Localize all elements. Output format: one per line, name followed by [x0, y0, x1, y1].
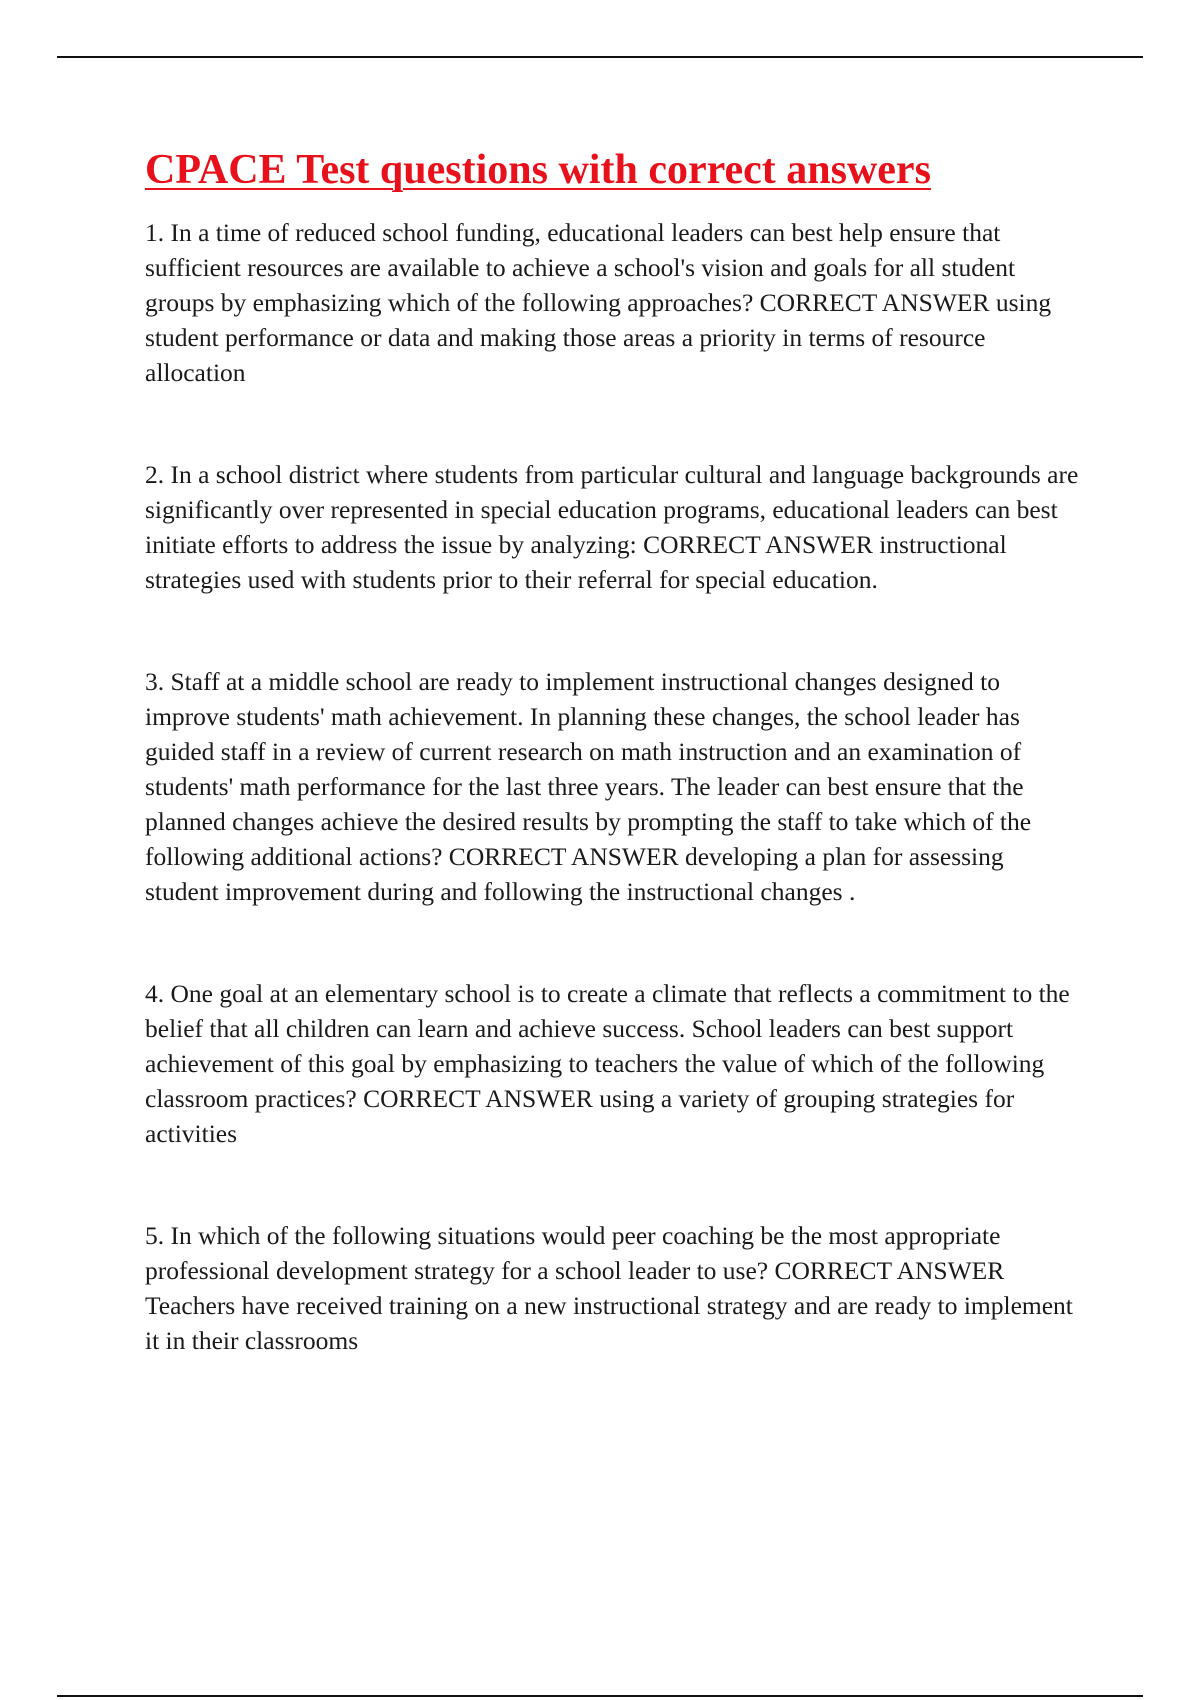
question-item: 5. In which of the following situations would peer coaching be the most appropriate professional development strategy for a school leader to use? CORRECT ANSWER Teachers have received training on a new instructional strategy and are ready to implement it in their classrooms: [145, 1221, 1073, 1355]
bottom-divider: [57, 1695, 1143, 1697]
top-divider: [57, 56, 1143, 58]
document-title: CPACE Test questions with correct answers: [145, 147, 931, 193]
question-item: 3. Staff at a middle school are ready to implement instructional changes designed to improve students' math achievement. In planning these changes, the school leader has guided staff in a review of current research on math instruction and an examination of students' math performance for the last three years. The leader can best ensure that the planned changes achieve the desired results by prompting the staff to take which of the following additional actions? CORRECT ANSWER developing a plan for assessing student improvement during and following the instructional changes .: [145, 667, 1032, 906]
question-item: 1. In a time of reduced school funding, educational leaders can best help ensure that sufficient resources are available to achieve a school's vision and goals for all student groups by emphasizing which of the following approaches? CORRECT ANSWER using student performance or data and making those areas a priority in terms of resource allocation: [145, 218, 1052, 387]
question-item: 2. In a school district where students from particular cultural and language backgrounds are significantly over represented in special education programs, educational leaders can best initiate efforts to address the issue by analyzing: CORRECT ANSWER instructional strategies used with students prior to their referral for special education.: [145, 460, 1079, 594]
question-item: 4. One goal at an elementary school is to create a climate that reflects a commitment to the belief that all children can learn and achieve success. School leaders can best support achievement of this goal by emphasizing to teachers the value of which of the following classroom practices? CORRECT ANSWER using a variety of grouping strategies for activities: [145, 979, 1070, 1148]
question-list: [145, 215, 1080, 1425]
